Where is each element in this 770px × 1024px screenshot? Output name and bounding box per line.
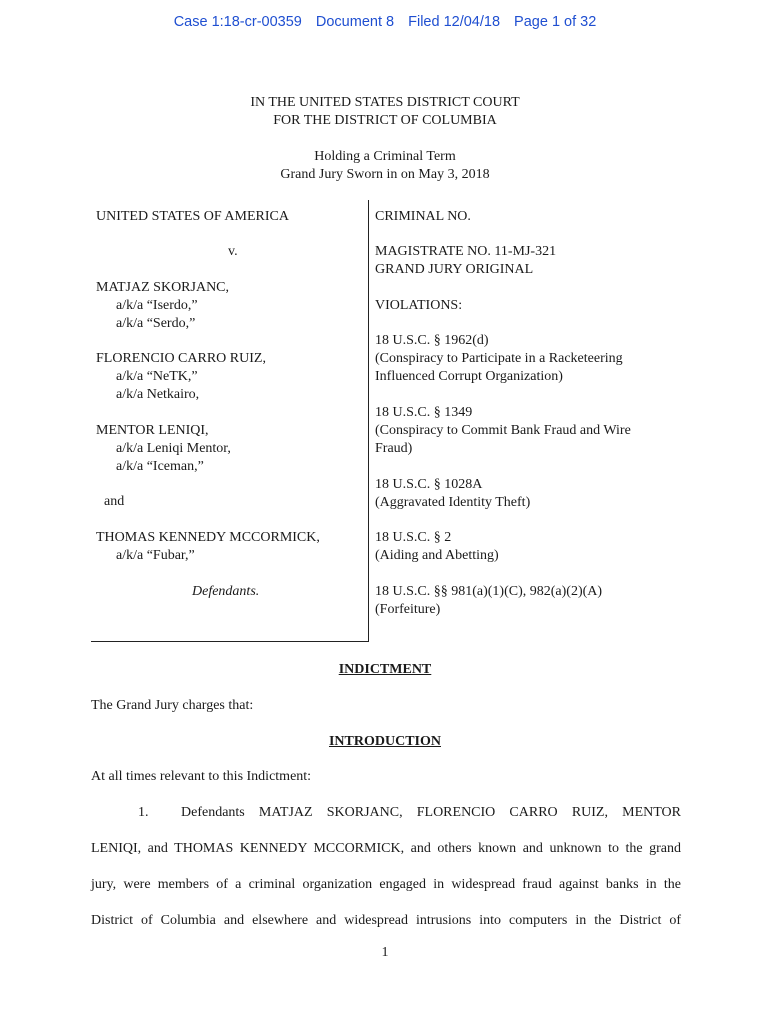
defendants-label: Defendants. [192, 584, 260, 599]
paragraph-line: jury, were members of a criminal organization engaged in widespread fraud against banks in the [91, 877, 681, 892]
page-count: Page 1 of 32 [514, 14, 597, 30]
violation-description: (Forfeiture) [375, 602, 441, 617]
term-line2: Grand Jury Sworn in on May 3, 2018 [280, 167, 490, 182]
versus: v. [228, 244, 238, 259]
caption-horizontal-rule [91, 641, 369, 642]
court-name-line2: FOR THE DISTRICT OF COLUMBIA [273, 113, 497, 128]
filed-date: Filed 12/04/18 [408, 14, 501, 30]
violation-statute: 18 U.S.C. § 1962(d) [375, 333, 489, 348]
term-line1: Holding a Criminal Term [314, 149, 456, 164]
defendant-name: THOMAS KENNEDY MCCORMICK, [96, 530, 320, 545]
and-conjunction: and [104, 494, 125, 509]
page-number: 1 [381, 945, 389, 960]
magistrate-number: MAGISTRATE NO. 11-MJ-321 [375, 244, 557, 259]
violation-description: Influenced Corrupt Organization) [375, 369, 563, 384]
ecf-header [0, 14, 770, 30]
violation-statute: 18 U.S.C. § 1028A [375, 477, 483, 492]
violation-description: (Conspiracy to Participate in a Racketeering [375, 351, 623, 366]
plaintiff: UNITED STATES OF AMERICA [96, 209, 289, 224]
defendant-alias: a/k/a “Serdo,” [116, 316, 196, 331]
violation-statute: 18 U.S.C. § 1349 [375, 405, 473, 420]
violation-description: (Aggravated Identity Theft) [375, 495, 531, 510]
defendant-alias: a/k/a “Fubar,” [116, 548, 195, 563]
defendant-name: MATJAZ SKORJANC, [96, 280, 230, 295]
defendant-name: FLORENCIO CARRO RUIZ, [96, 351, 266, 366]
criminal-number: CRIMINAL NO. [375, 209, 471, 224]
violations-label: VIOLATIONS: [375, 298, 463, 313]
defendant-alias: a/k/a Netkairo, [116, 387, 200, 402]
paragraph-number: 1. [138, 805, 149, 820]
caption-vertical-rule [368, 200, 369, 642]
violation-description: (Conspiracy to Commit Bank Fraud and Wire [375, 423, 631, 438]
court-name-line1: IN THE UNITED STATES DISTRICT COURT [250, 95, 520, 110]
at-all-times: At all times relevant to this Indictment: [91, 769, 312, 784]
case-number: Case 1:18-cr-00359 [173, 14, 302, 30]
grand-jury-original: GRAND JURY ORIGINAL [375, 262, 534, 277]
violation-statute: 18 U.S.C. § 2 [375, 530, 452, 545]
paragraph-line: Defendants MATJAZ SKORJANC, FLORENCIO CARRO RUIZ, MENTOR [181, 805, 681, 820]
paragraph-line: LENIQI, and THOMAS KENNEDY MCCORMICK, and others known and unknown to the grand [91, 841, 681, 856]
paragraph-line: District of Columbia and elsewhere and widespread intrusions into computers in the District of [91, 913, 681, 928]
violation-statute: 18 U.S.C. §§ 981(a)(1)(C), 982(a)(2)(A) [375, 584, 603, 599]
grand-jury-charges: The Grand Jury charges that: [91, 698, 254, 713]
defendant-alias: a/k/a “Iceman,” [116, 459, 204, 474]
defendant-name: MENTOR LENIQI, [96, 423, 209, 438]
violation-description: (Aiding and Abetting) [375, 548, 499, 563]
defendant-alias: a/k/a “NeTK,” [116, 369, 198, 384]
introduction-heading: INTRODUCTION [328, 734, 441, 749]
document-number: Document 8 [315, 14, 395, 30]
defendant-alias: a/k/a “Iserdo,” [116, 298, 198, 313]
indictment-heading: INDICTMENT [338, 662, 432, 677]
violation-description: Fraud) [375, 441, 413, 456]
defendant-alias: a/k/a Leniqi Mentor, [116, 441, 231, 456]
